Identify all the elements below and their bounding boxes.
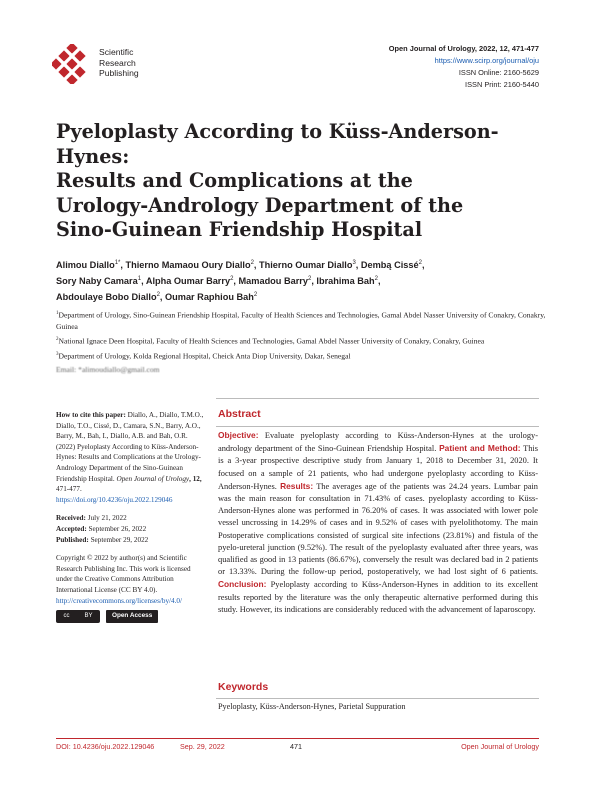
publisher-name	[99, 47, 139, 79]
affiliation: $^3$Department of Urology, Kolda Regional Hospital, Cheick Anta Diop University, Dakar, Senegal	[56, 351, 351, 361]
footer-journal: Open Journal of Urology	[461, 742, 539, 751]
publisher-line-2: Research	[99, 57, 136, 68]
journal-info	[389, 43, 539, 91]
license-badges	[56, 610, 206, 623]
keywords-text: Pyeloplasty, Küss-Anderson-Hynes, Parietal Suppuration	[218, 702, 406, 711]
author: Abdoulaye Bobo Diallo$^2$,	[56, 292, 166, 303]
footer-divider	[56, 738, 539, 739]
issn-online: ISSN Online: 2160-5629	[458, 68, 539, 77]
affiliations	[56, 308, 546, 376]
journal-citation: Open Journal of Urology, 2022, 12, 471-477	[388, 44, 539, 53]
accepted-date: Accepted: September 26, 2022	[56, 524, 147, 533]
doi-link[interactable]: https://doi.org/10.4236/oju.2022.129046	[56, 495, 173, 504]
author: Mamadou Barry$^2$,	[238, 276, 317, 287]
author-list	[56, 256, 536, 304]
author: Thierno Mamaou Oury Diallo$^2$,	[125, 260, 260, 271]
author: Alpha Oumar Barry$^2$,	[145, 276, 239, 287]
publisher-logo	[52, 44, 156, 84]
abstract-body: Objective: Evaluate pyeloplasty according to Küss-Anderson-Hynes at the urology-andrology department of the Sino-Guinean Friendship Hospital. Patient and Method: This is a 3-year prospective descriptive study from January 1, 2018 to December 31, 2020. It focused on a sample of 21 patients, who had undergone pyeloplasty according to Küss-Anderson-Hynes. Results: The averages age of the patients was 24.24 years. Lumbar pain was the main reason for consultation in 71.43% of cases. pyeloplasty according to Küss-Anderson-Hynes alone was performed in 76.20% of cases. It was associated with lower pole vessel uncrossing in 14.29% of cases and in 9.52% of cases with pyelolithotomy. The main Postoperative complications consisted of surgical site infections (23.81%) and fistula of the pyelo-ureteral junction (9.52%). The result of the pyeloplasty evaluated after three years, was qualified as good in 13 patients (86.67%), conversely the result was declared bad in 2 patients or 13.33%. During the follow-up period, postoperatively, we had lost sight of 6 patients. Conclusion: Pyeloplasty according to Küss-Anderson-Hynes in addition to its excellent results reported by the literature was the only therapeutic alternative performed during this study. However, its indications are considerably reduced with the advancement of laparoscopy.	[218, 430, 539, 614]
license-link[interactable]: http://creativecommons.org/licenses/by/4.0/	[56, 596, 183, 605]
publisher-line-1: Scientific	[99, 47, 134, 57]
corresponding-email: Email: *alimoudiallo@gmail.com	[56, 365, 160, 375]
abstract-divider	[216, 426, 539, 427]
abstract-heading: Abstract	[218, 408, 261, 420]
author: Dembą Cissé$^2$,	[360, 260, 425, 271]
how-to-cite: How to cite this paper: Diallo, A., Diallo, T.M.O., Diallo, T.O., Cissé, D., Camara, S.N., Barry, A.O., Barry, M., Bah, I., Diallo, A.B. and Bah, O.R. (2022) Pyeloplasty According to Küss-Anderson-Hynes: Results and Complications at the Urology-Andrology Department of the Sino-Guinean Friendship Hospital. Open Journal of Urology, 12, 471-477. https://doi.org/10.4236/oju.2022.129046	[56, 411, 204, 504]
published-date: Published: September 29, 2022	[56, 535, 149, 544]
publisher-line-3: Publishing	[99, 68, 139, 78]
author: Ibrahima Bah$^2$,	[316, 276, 381, 287]
author: Alimou Diallo$^{1*}$,	[56, 260, 126, 271]
title-line-2: Results and Complications at the	[56, 169, 413, 193]
by-icon: BY	[84, 613, 93, 620]
page-number: 471	[290, 742, 302, 751]
affiliation: $^2$National Ignace Deen Hospital, Faculty of Health Sciences and Technologies, Gamal Abdel Nasser University of Conakry, Conakry, Guinea	[56, 336, 485, 346]
dates	[56, 513, 206, 545]
title-line-3: Urology-Andrology Department of the	[56, 193, 464, 217]
keywords-heading: Keywords	[218, 681, 269, 693]
footer-doi: DOI: 10.4236/oju.2022.129046	[56, 742, 155, 751]
author: Thierno Oumar Diallo$^3$,	[259, 260, 361, 271]
author: Oumar Raphiou Bah$^2$	[165, 292, 258, 303]
footer-date: Sep. 29, 2022	[180, 742, 225, 751]
title-line-4: Sino-Guinean Friendship Hospital	[56, 218, 423, 242]
abstract-divider-top	[216, 398, 539, 399]
scirp-logo-icon	[52, 44, 92, 84]
affiliation: $^1$Department of Urology, Sino-Guinean Friendship Hospital, Faculty of Health Sciences and Technologies, Gamal Abdel Nasser University of Conakry, Conakry, Guinea	[56, 310, 546, 331]
cc-icon: cc	[63, 613, 70, 620]
received-date: Received: July 21, 2022	[56, 514, 127, 523]
cc-by-badge[interactable]	[56, 610, 100, 623]
journal-url-link[interactable]: https://www.scirp.org/journal/oju	[434, 56, 539, 65]
keywords-divider	[216, 698, 539, 699]
paper-title	[56, 120, 556, 243]
issn-print: ISSN Print: 2160-5440	[465, 80, 539, 89]
copyright: Copyright © 2022 by author(s) and Scientific Research Publishing Inc. This work is licensed under the Creative Commons Attribution International License (CC BY 4.0). http://creativecommons.org/licenses/by/4.0/	[56, 554, 191, 605]
article-sidebar	[56, 410, 206, 623]
title-line-1: Pyeloplasty According to Küss-Anderson-Hynes:	[56, 120, 499, 168]
open-access-badge: Open Access	[106, 610, 158, 623]
author: Sory Naby Camara$^1$,	[56, 276, 146, 287]
